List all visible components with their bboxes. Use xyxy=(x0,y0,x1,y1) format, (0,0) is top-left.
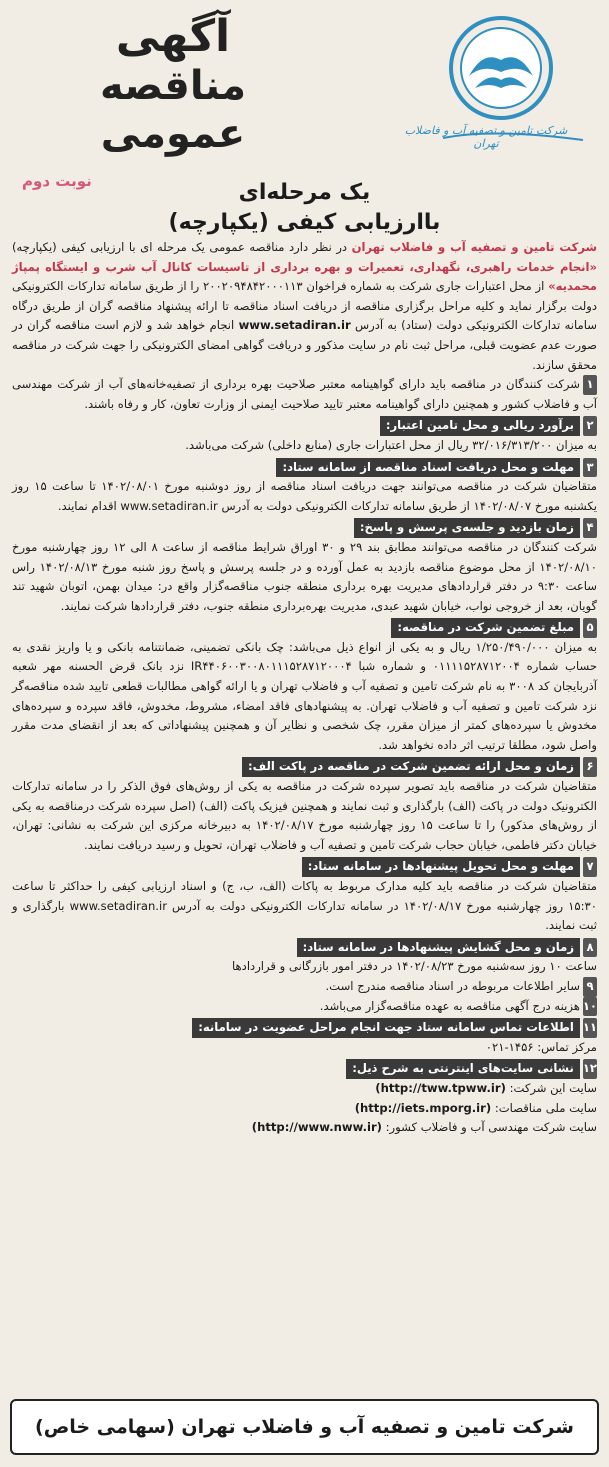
section-number: ۵ xyxy=(583,618,597,638)
section-item xyxy=(12,936,597,977)
subtitle-line1: یک مرحله‌ای xyxy=(238,180,371,205)
section-text: هزینه درج آگهی مناقصه به عهده مناقصه‌گزار می‌باشد. xyxy=(319,998,580,1013)
website-row xyxy=(12,1118,597,1138)
intro-text-1: در نظر دارد مناقصه عمومی یک مرحله ای با ارزیابی کیفی (یکپارچه) xyxy=(12,240,348,254)
section-number: ۹ xyxy=(583,977,597,997)
section-heading: زمان و محل گشایش پیشنهادها در سامانه ستاد: xyxy=(297,938,580,958)
org-script-label: شرکت تامین و تصفیه آب و فاضلاب تهران xyxy=(404,124,568,150)
section-item xyxy=(12,456,597,517)
section-heading: مهلت و محل دریافت اسناد مناقصه از سامانه ستاد: xyxy=(276,458,580,478)
website-label: سایت ملی مناقصات: xyxy=(494,1100,597,1115)
section-text: متقاضیان شرکت در مناقصه باید کلیه مدارک مربوط به پاکات (الف، ب، ج) و اسناد ارزیابی کیفی را حداکثر تا ساعت ۱۵:۳۰ روز چهارشنبه مورخ ۱۴۰۲/۰۸/۱۷ در سامانه تدارکات الکترونیکی دولت به آدرس www.setadiran.ir بارگذاری و ثبت نمایند. xyxy=(12,879,597,933)
section-number: ۱۰ xyxy=(583,997,597,1017)
section-number: ۳ xyxy=(583,458,597,478)
section-item xyxy=(12,855,597,935)
section-item xyxy=(12,977,597,997)
ad-title-line2: مناقصه عمومی xyxy=(100,63,246,157)
section-text: شرکت کنندگان در مناقصه باید دارای گواهینامه معتبر صلاحیت بهره برداری از تصفیه‌خانه‌های آب از شرکت مهندسی آب و فاضلاب کشور و همچنین دارای گواهینامه معتبر تایید صلاحیت ایمنی از وزارت تعاون، کار و رفاه باشند. xyxy=(12,377,597,411)
section-text: شرکت کنندگان در مناقصه می‌توانند مطابق بند ۲۹ و ۳۰ اوراق شرایط مناقصه از ساعت ۸ الی ۱۲ روز چهارشنبه مورخ ۱۴۰۲/۰۸/۱۰ از محل موضوع مناقصه بازدید به عمل آورده و در جلسه پرسش و پاسخ روز شنبه مورخ ۱۴۰۲/۰۸/۱۳ راس ساعت ۹:۳۰ در دفتر قراردادهای مدیریت بهره برداری منطقه جنوب مناقصه‌گزار واقع در: میدان بهمن، اتوبان شهید تند گویان، بعد از خروجی نواب، خیابان شهید عبدی، مدیریت بهره‌برداری منطقه جنوب، دفتر قراردادها شرکت نمایند. xyxy=(12,539,598,613)
ad-header xyxy=(8,6,601,178)
footer-org-name: شرکت تامین و تصفیه آب و فاضلاب تهران (سهامی خاص) xyxy=(10,1399,599,1455)
website-label: سایت این شرکت: xyxy=(509,1080,597,1095)
website-url[interactable]: (http://tww.tpww.ir) xyxy=(375,1080,506,1095)
website-row xyxy=(12,1079,597,1099)
section-item xyxy=(12,375,597,414)
section-item xyxy=(12,755,597,855)
section-number: ۴ xyxy=(583,518,597,538)
ad-body xyxy=(8,238,601,1138)
section-number: ۱۱ xyxy=(583,1018,597,1038)
intro-org: شرکت تامین و تصفیه آب و فاضلاب تهران xyxy=(351,240,598,254)
section-heading: مهلت و محل تحویل پیشنهادها در سامانه ستاد: xyxy=(302,857,580,877)
section-item xyxy=(12,516,597,616)
section-text: به میزان ۱/۲۵۰/۴۹۰/۰۰۰ ریال و به یکی از انواع ذیل می‌باشد: چک بانکی تضمینی، ضمانتنامه بانکی و یا واریز نقدی به حساب شماره ۰۱۱۱۱۵۲۸۷۱۲۰۰۴ و شماره شبا IR۴۴۰۶۰۰۳۰۰۸۰۱۱۱۵۲۸۷۱۲۰۰۰۴ نزد بانک قرض الحسنه مهر شعبه آذربایجان کد ۳۰۰۸ به نام شرکت تامین و تصفیه آب و فاضلاب تهران و یا ارائه گواهی مطالبات قطعی تایید شده مناقصه‌گر نزد شرکت تامین و تصفیه آب و فاضلاب تهران. به پیشنهادهای فاقد امضاء، مشروط، مخدوش، فاقد سپرده و سپرده‌های مخدوش یا سپرده‌های کمتر از میزان مقرر، چک شخصی و نظایر آن و همچنین پیشنهاداتی که بعد از انقضای مدت مقرر واصل شود، مطلقا ترتیب اثر داده نخواهد شد. xyxy=(12,639,598,752)
section-number: ۱۲ xyxy=(583,1059,597,1079)
section-text: متقاضیان شرکت در مناقصه می‌توانند جهت دریافت اسناد مناقصه از روز دوشنبه مورخ ۱۴۰۲/۰۸/۰۱ تا ساعت ۱۵ روز یکشنبه مورخ ۱۴۰۲/۰۸/۰۷ از طریق سامانه تدارکات الکترونیکی دولت به آدرس www.setadiran.ir اقدام نمایند. xyxy=(12,479,598,513)
section-item xyxy=(12,414,597,455)
section-number: ۲ xyxy=(583,416,597,436)
ad-title xyxy=(38,12,308,158)
section-item xyxy=(12,616,597,755)
section-item xyxy=(12,1057,597,1079)
website-row xyxy=(12,1099,597,1119)
section-text: مرکز تماس: ۱۴۵۶-۰۲۱ xyxy=(485,1039,597,1054)
intro-text-3: انجام خواهد شد و لازم است مناقصه گران در صورت عدم عضویت قبلی، مراحل ثبت نام در سایت مذکور و دریافت گواهی امضای الکترونیکی را جهت شرکت در مناقصه محقق سازند. xyxy=(12,318,597,372)
section-heading: برآورد ریالی و محل تامین اعتبار: xyxy=(380,416,580,436)
section-number: ۷ xyxy=(583,857,597,877)
section-number: ۸ xyxy=(583,938,597,958)
website-url[interactable]: (http://www.nww.ir) xyxy=(251,1120,382,1135)
intro-text-2: از محل اعتبارات جاری شرکت به شماره فراخوان ۲۰۰۲۰۹۴۸۴۲۰۰۰۱۱۳ را از طریق سامانه تدارکات الکترونیکی دولت برگزار نماید و کلیه مراحل برگزاری مناقصه از دریافت اسناد مناقصه تا ارائه پیشنهاد مناقصه گران از طریق درگاه سامانه تدارکات الکترونیکی دولت (ستاد) به آدرس xyxy=(12,279,598,333)
section-text: متقاضیان شرکت در مناقصه باید تصویر سپرده شرکت در مناقصه به یکی از روش‌های فوق الذکر را در سامانه تدارکات الکترونیک دولت در پاکت (الف) بارگذاری و ثبت نمایند و همچنین فیزیک پاکت (الف) (اصل سپرده شرکت درمناقصه به یکی از روش‌های مذکور) را تا ساعت ۱۵ روز چهارشنبه مورخ ۱۴۰۲/۰۸/۱۷ به دبیرخانه مرکزی این شرکت به نشانی: تهران، خیابان دکتر فاطمی، خیابان حجاب شرکت تامین و تصفیه آب و فاضلاب تهران، تحویل و رسید دریافت نمایند. xyxy=(12,779,597,852)
section-heading: نشانی سایت‌های اینترنتی به شرح ذیل: xyxy=(346,1059,580,1079)
websites-list xyxy=(12,1079,597,1138)
section-heading: مبلغ تضمین شرکت در مناقصه: xyxy=(391,618,580,638)
section-text: ساعت ۱۰ روز سه‌شنبه مورخ ۱۴۰۲/۰۸/۲۳ در دفتر امور بازرگانی و قراردادها xyxy=(232,959,597,974)
section-text: سایر اطلاعات مربوطه در اسناد مناقصه مندرج است. xyxy=(325,978,580,993)
section-heading: اطلاعات تماس سامانه ستاد جهت انجام مراحل عضویت در سامانه: xyxy=(192,1018,580,1038)
section-item xyxy=(12,1016,597,1057)
setad-link[interactable]: www.setadiran.ir xyxy=(238,318,351,333)
section-number: ۱ xyxy=(583,375,597,395)
tender-subtitle xyxy=(8,178,601,238)
website-label: سایت شرکت مهندسی آب و فاضلاب کشور: xyxy=(385,1120,597,1135)
intro-paragraph xyxy=(12,238,597,375)
sections-list xyxy=(12,375,597,1079)
subtitle-line2: باارزیابی کیفی (یکپارچه) xyxy=(168,210,441,235)
ad-title-line1: آگهی xyxy=(115,11,231,62)
section-item xyxy=(12,997,597,1017)
section-text: به میزان ۳۲/۰۱۶/۳۱۳/۲۰۰ ریال از محل اعتبارات جاری (منابع داخلی) شرکت می‌باشد. xyxy=(185,437,597,452)
website-url[interactable]: (http://iets.mporg.ir) xyxy=(354,1100,492,1115)
section-heading: زمان بازدید و جلسه‌ی پرسش و پاسخ: xyxy=(354,518,580,538)
section-heading: زمان و محل ارائه تضمین شرکت در مناقصه در پاکت الف: xyxy=(242,757,580,777)
intro-subject: «انجام خدمات راهبری، نگهداری، تعمیرات و بهره برداری از تاسیسات کانال آب شرب و ایستگاه پمپاژ محمدیه» xyxy=(12,259,597,294)
section-number: ۶ xyxy=(583,757,597,777)
round-label: نوبت دوم xyxy=(22,172,92,190)
